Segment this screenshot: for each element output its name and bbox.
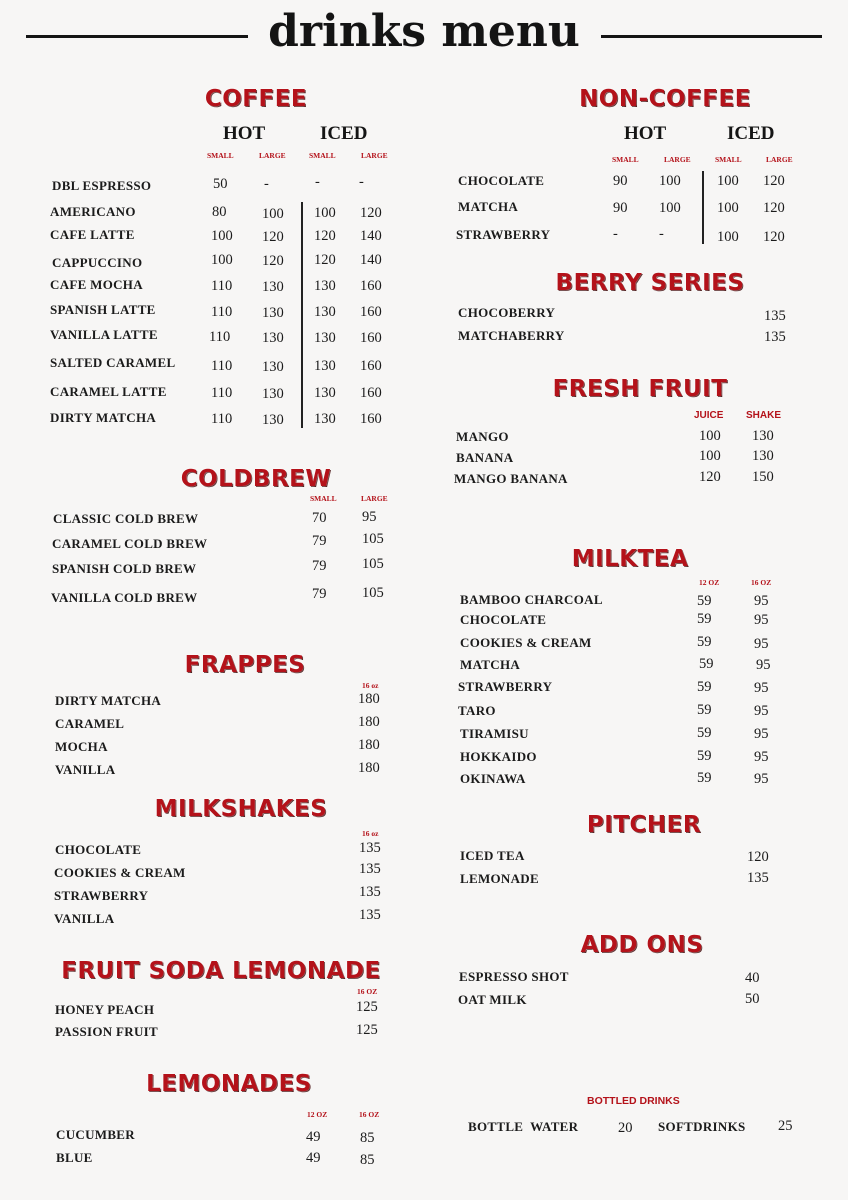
coldbrew-price: 79 <box>312 586 327 602</box>
noncoffee-price: 120 <box>763 173 785 189</box>
coldbrew-price: 105 <box>362 556 384 572</box>
page-title: drinks menu <box>268 6 580 57</box>
frappes-price: 180 <box>358 691 380 707</box>
noncoffee-hot-large-label: LARGE <box>664 155 691 164</box>
milktea-price: 59 <box>697 634 712 650</box>
fresh-fruit-price: 130 <box>752 428 774 444</box>
lemonades-price: 85 <box>360 1130 375 1146</box>
milktea-item-name: HOKKAIDO <box>460 749 537 764</box>
lemonades-item-name: BLUE <box>56 1150 93 1165</box>
fruit-soda-item-name: HONEY PEACH <box>55 1002 155 1017</box>
noncoffee-price: 90 <box>613 173 628 189</box>
milktea-price: 59 <box>697 611 712 627</box>
coffee-price: 110 <box>211 385 233 401</box>
noncoffee-price: 90 <box>613 200 628 216</box>
berry-price: 135 <box>764 308 786 324</box>
pitcher-title: PITCHER <box>586 812 702 838</box>
coffee-hot-large-label: LARGE <box>259 151 286 160</box>
coffee-price: - <box>359 174 364 190</box>
coffee-item-name: CARAMEL LATTE <box>50 384 167 399</box>
coldbrew-price: 79 <box>312 533 327 549</box>
noncoffee-item-name: CHOCOLATE <box>458 173 545 188</box>
noncoffee-price: 120 <box>763 229 785 245</box>
fresh-fruit-price: 100 <box>699 448 721 464</box>
coffee-price: 160 <box>360 411 382 427</box>
bottled-softdrinks-price: 25 <box>778 1118 793 1134</box>
fresh-fruit-item-name: MANGO <box>456 429 509 444</box>
coffee-price: 160 <box>360 385 382 401</box>
coffee-price: 160 <box>360 330 382 346</box>
coffee-price: 160 <box>360 304 382 320</box>
berry-price: 135 <box>764 329 786 345</box>
coffee-price: 160 <box>360 278 382 294</box>
coffee-price: 130 <box>262 305 284 321</box>
coldbrew-price: 105 <box>362 585 384 601</box>
coffee-hot-small-label: SMALL <box>207 151 234 160</box>
milktea-price: 95 <box>754 636 769 652</box>
coffee-price: 50 <box>213 176 228 192</box>
addons-title: ADD ONS <box>580 932 704 958</box>
lemonades-price: 85 <box>360 1152 375 1168</box>
noncoffee-hot-header: HOT <box>624 123 667 144</box>
coffee-price: 110 <box>211 278 233 294</box>
noncoffee-hot-small-label: SMALL <box>612 155 639 164</box>
milkshakes-item-name: STRAWBERRY <box>54 888 149 903</box>
coffee-price: 120 <box>262 229 284 245</box>
milkshakes-item-name: COOKIES & CREAM <box>54 865 186 880</box>
coffee-item-name: AMERICANO <box>50 204 136 219</box>
fresh-fruit-price: 120 <box>699 469 721 485</box>
coffee-price: 120 <box>314 252 336 268</box>
coffee-price: 130 <box>262 279 284 295</box>
berry-item-name: MATCHABERRY <box>458 328 565 343</box>
coffee-price: 130 <box>314 330 336 346</box>
noncoffee-price: 100 <box>717 200 739 216</box>
noncoffee-price: 100 <box>659 173 681 189</box>
coffee-price: 130 <box>314 278 336 294</box>
addons-item-name: OAT MILK <box>458 992 527 1007</box>
coffee-price: 110 <box>211 304 233 320</box>
fresh-fruit-shake-label: SHAKE <box>746 410 782 421</box>
noncoffee-price: 100 <box>717 173 739 189</box>
fresh-fruit-price: 150 <box>752 469 774 485</box>
milktea-price: 59 <box>697 702 712 718</box>
fresh-fruit-price: 130 <box>752 448 774 464</box>
lemonades-16oz-label: 16 OZ <box>359 1110 380 1119</box>
lemonades-title: LEMONADES <box>146 1071 312 1097</box>
coffee-price: 130 <box>262 412 284 428</box>
coldbrew-large-label: LARGE <box>361 494 388 503</box>
milkshakes-price: 135 <box>359 861 381 877</box>
coffee-price: - <box>315 174 320 190</box>
coffee-price: 120 <box>314 228 336 244</box>
milktea-price: 95 <box>754 612 769 628</box>
fruit-soda-price: 125 <box>356 1022 378 1038</box>
milktea-price: 95 <box>754 771 769 787</box>
frappes-title: FRAPPES <box>184 652 306 678</box>
coffee-price: 140 <box>360 228 382 244</box>
noncoffee-title: NON-COFFEE <box>579 86 751 112</box>
coffee-price: 160 <box>360 358 382 374</box>
coffee-price: 130 <box>262 330 284 346</box>
noncoffee-price: 100 <box>717 229 739 245</box>
pitcher-item-name: ICED TEA <box>460 848 525 863</box>
lemonades-12oz-label: 12 OZ <box>307 1110 328 1119</box>
lemonades-price: 49 <box>306 1129 321 1145</box>
frappes-price: 180 <box>358 737 380 753</box>
coffee-iced-small-label: SMALL <box>309 151 336 160</box>
frappes-price: 180 <box>358 714 380 730</box>
coffee-price: 100 <box>262 206 284 222</box>
frappes-price: 180 <box>358 760 380 776</box>
coffee-price: 130 <box>262 386 284 402</box>
bottled-water-price: 20 <box>618 1120 633 1136</box>
coffee-price: 110 <box>211 411 233 427</box>
coldbrew-price: 95 <box>362 509 377 525</box>
coffee-title: COFFEE <box>204 86 308 112</box>
pitcher-item-name: LEMONADE <box>460 871 539 886</box>
coffee-item-name: CAPPUCCINO <box>52 255 143 270</box>
coffee-price: 130 <box>314 411 336 427</box>
coldbrew-price: 105 <box>362 531 384 547</box>
milkshakes-item-name: CHOCOLATE <box>55 842 142 857</box>
coffee-iced-large-label: LARGE <box>361 151 388 160</box>
noncoffee-iced-small-label: SMALL <box>715 155 742 164</box>
berry-title: BERRY SERIES <box>555 270 745 296</box>
addons-item-name: ESPRESSO SHOT <box>459 969 569 984</box>
coldbrew-item-name: SPANISH COLD BREW <box>52 561 197 576</box>
milkshakes-item-name: VANILLA <box>54 911 115 926</box>
milktea-item-name: TARO <box>458 703 496 718</box>
fruit-soda-size-label: 16 OZ <box>357 987 378 996</box>
coffee-item-name: DIRTY MATCHA <box>50 410 157 425</box>
coldbrew-item-name: VANILLA COLD BREW <box>51 590 198 605</box>
noncoffee-price: 120 <box>763 200 785 216</box>
milktea-price: 59 <box>697 748 712 764</box>
noncoffee-item-name: STRAWBERRY <box>456 227 551 242</box>
coldbrew-title: COLDBREW <box>180 466 332 492</box>
coffee-item-name: SALTED CARAMEL <box>50 355 176 370</box>
coffee-item-name: CAFE LATTE <box>50 227 135 242</box>
milktea-price: 59 <box>697 593 712 609</box>
noncoffee-iced-header: ICED <box>727 123 775 144</box>
coffee-price: 130 <box>314 304 336 320</box>
coldbrew-price: 79 <box>312 558 327 574</box>
pitcher-price: 120 <box>747 849 769 865</box>
bottled-softdrinks-label: SOFTDRINKS <box>658 1119 746 1134</box>
coffee-price: 110 <box>211 358 233 374</box>
fruit-soda-item-name: PASSION FRUIT <box>55 1024 158 1039</box>
milktea-item-name: BAMBOO CHARCOAL <box>460 592 603 607</box>
coffee-item-name: CAFE MOCHA <box>50 277 143 292</box>
lemonades-price: 49 <box>306 1150 321 1166</box>
bottled-title: BOTTLED DRINKS <box>587 1095 680 1107</box>
milktea-price: 95 <box>754 703 769 719</box>
pitcher-price: 135 <box>747 870 769 886</box>
milktea-item-name: OKINAWA <box>460 771 526 786</box>
coffee-price: 110 <box>209 329 231 345</box>
milktea-item-name: CHOCOLATE <box>460 612 547 627</box>
frappes-item-name: DIRTY MATCHA <box>55 693 162 708</box>
milkshakes-price: 135 <box>359 840 381 856</box>
coffee-divider <box>301 202 303 428</box>
milkshakes-title: MILKSHAKES <box>154 796 328 822</box>
milktea-price: 95 <box>754 593 769 609</box>
berry-item-name: CHOCOBERRY <box>458 305 556 320</box>
coldbrew-price: 70 <box>312 510 327 526</box>
fresh-fruit-juice-label: JUICE <box>694 410 724 421</box>
noncoffee-price: - <box>613 226 618 242</box>
milkshakes-price: 135 <box>359 907 381 923</box>
coffee-item-name: VANILLA LATTE <box>50 327 158 342</box>
coffee-price: 130 <box>262 359 284 375</box>
noncoffee-iced-large-label: LARGE <box>766 155 793 164</box>
fresh-fruit-item-name: BANANA <box>456 450 514 465</box>
milkshakes-size-label: 16 oz <box>362 829 379 838</box>
coffee-price: 100 <box>211 228 233 244</box>
coffee-price: 140 <box>360 252 382 268</box>
lemonades-item-name: CUCUMBER <box>56 1127 135 1142</box>
coffee-hot-header: HOT <box>223 123 266 144</box>
coffee-price: 120 <box>262 253 284 269</box>
frappes-item-name: VANILLA <box>55 762 116 777</box>
frappes-size-label: 16 oz <box>362 681 379 690</box>
coffee-price: - <box>264 176 269 192</box>
milktea-price: 59 <box>699 656 714 672</box>
milktea-price: 59 <box>697 770 712 786</box>
milktea-price: 59 <box>697 679 712 695</box>
noncoffee-item-name: MATCHA <box>458 199 519 214</box>
milktea-price: 95 <box>754 726 769 742</box>
milktea-price: 95 <box>754 680 769 696</box>
milktea-price: 59 <box>697 725 712 741</box>
milktea-price: 95 <box>756 657 771 673</box>
coffee-price: 100 <box>211 252 233 268</box>
frappes-item-name: MOCHA <box>55 739 108 754</box>
milkshakes-price: 135 <box>359 884 381 900</box>
addons-price: 50 <box>745 991 760 1007</box>
milktea-item-name: MATCHA <box>460 657 521 672</box>
milktea-16oz-label: 16 OZ <box>751 578 772 587</box>
milktea-title: MILKTEA <box>571 546 689 572</box>
noncoffee-price: 100 <box>659 200 681 216</box>
coldbrew-item-name: CLASSIC COLD BREW <box>53 511 199 526</box>
bottled-water-label: BOTTLE WATER <box>468 1119 579 1134</box>
fresh-fruit-title: FRESH FRUIT <box>552 376 728 402</box>
noncoffee-price: - <box>659 226 664 242</box>
coffee-price: 120 <box>360 205 382 221</box>
coldbrew-small-label: SMALL <box>310 494 337 503</box>
milktea-price: 95 <box>754 749 769 765</box>
fruit-soda-price: 125 <box>356 999 378 1015</box>
coffee-price: 130 <box>314 358 336 374</box>
coffee-item-name: DBL ESPRESSO <box>52 178 152 193</box>
fresh-fruit-price: 100 <box>699 428 721 444</box>
coffee-item-name: SPANISH LATTE <box>50 302 156 317</box>
fresh-fruit-item-name: MANGO BANANA <box>454 471 568 486</box>
milktea-item-name: COOKIES & CREAM <box>460 635 592 650</box>
milktea-12oz-label: 12 OZ <box>699 578 720 587</box>
coffee-price: 80 <box>212 204 227 220</box>
coldbrew-item-name: CARAMEL COLD BREW <box>52 536 208 551</box>
noncoffee-divider <box>702 171 704 244</box>
coffee-iced-header: ICED <box>320 123 368 144</box>
milktea-item-name: STRAWBERRY <box>458 679 553 694</box>
coffee-price: 130 <box>314 385 336 401</box>
addons-price: 40 <box>745 970 760 986</box>
fruit-soda-title: FRUIT SODA LEMONADE <box>61 958 381 984</box>
coffee-price: 100 <box>314 205 336 221</box>
milktea-item-name: TIRAMISU <box>460 726 529 741</box>
frappes-item-name: CARAMEL <box>55 716 125 731</box>
